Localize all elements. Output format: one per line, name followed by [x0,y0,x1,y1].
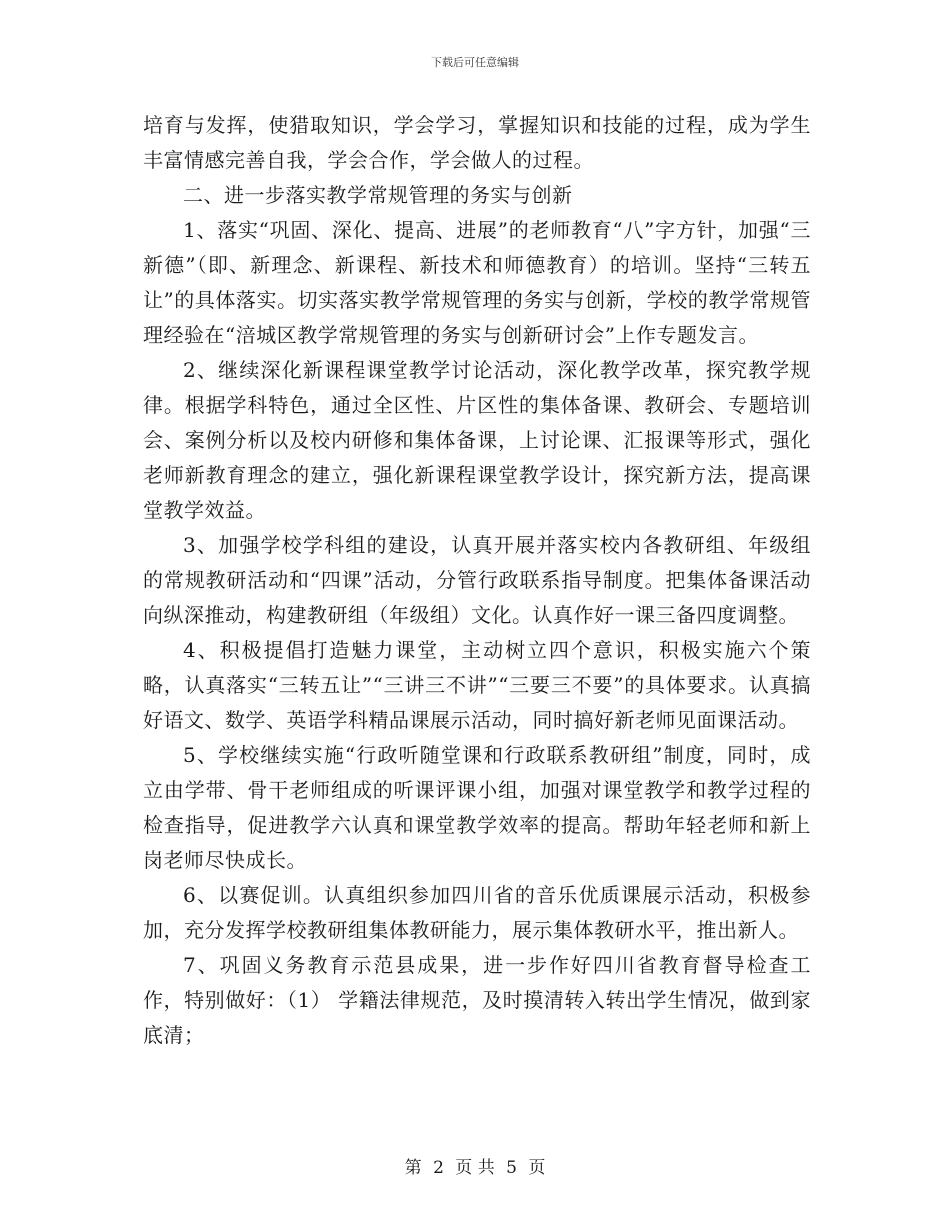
paragraph: 2、继续深化新课程课堂教学讨论活动，深化教学改革，探究教学规律。根据学科特色，通过全区性、片区性的集体备课、教研会、专题培训会、案例分析以及校内研修和集体备课，上讨论课、汇报课等形式，强化老师新教育理念的建立，强化新课程课堂教学设计，探究新方法，提高课堂教学效益。 [143,358,811,522]
footer-middle: 页 共 [455,1158,495,1178]
footer-prefix: 第 [404,1158,422,1178]
header-note: 下载后可任意编辑 [431,56,519,69]
paragraph: 5、学校继续实施“行政听随堂课和行政联系教研组”制度，同时，成立由学带、骨干老师组成的听课评课小组，加强对课堂教学和教学过程的检查指导，促进教学六认真和课堂教学效率的提高。帮助年轻老师和新上岗老师尽快成长。 [143,743,811,872]
page-footer [0,1153,950,1178]
footer-suffix: 页 [528,1158,546,1178]
paragraph: 7、巩固义务教育示范县成果，进一步作好四川省教育督导检查工作，特别做好：（1） 学籍法律规范，及时摸清转入转出学生情况，做到家底清； [143,953,811,1047]
paragraph: 培育与发挥，使猎取知识，学会学习，掌握知识和技能的过程，成为学生丰富情感完善自我，学会合作，学会做人的过程。 [143,113,811,172]
current-page-number: 2 [433,1158,444,1178]
paragraph: 6、以赛促训。认真组织参加四川省的音乐优质课展示活动，积极参加，充分发挥学校教研组集体教研能力，展示集体教研水平，推出新人。 [143,883,811,942]
paragraph: 3、加强学校学科组的建设，认真开展并落实校内各教研组、年级组的常规教研活动和“四课”活动，分管行政联系指导制度。把集体备课活动向纵深推动，构建教研组（年级组）文化。认真作好一课三备四度调整。 [143,533,811,627]
paragraph: 4、积极提倡打造魅力课堂，主动树立四个意识，积极实施六个策略，认真落实“三转五让”“三讲三不讲”“三要三不要”的具体要求。认真搞好语文、数学、英语学科精品课展示活动，同时搞好新老师见面课活动。 [143,638,811,732]
section-heading: 二、进一步落实教学常规管理的务实与创新 [183,183,573,207]
paragraph: 1、落实“巩固、深化、提高、进展”的老师教育“八”字方针，加强“三新德”（即、新理念、新课程、新技术和师德教育）的培训。坚持“三转五让”的具体落实。切实落实教学常规管理的务实与创新，学校的教学常规管理经验在“涪城区教学常规管理的务实与创新研讨会”上作专题发言。 [143,218,811,347]
total-page-number: 5 [506,1158,517,1178]
document-body [143,108,811,1053]
